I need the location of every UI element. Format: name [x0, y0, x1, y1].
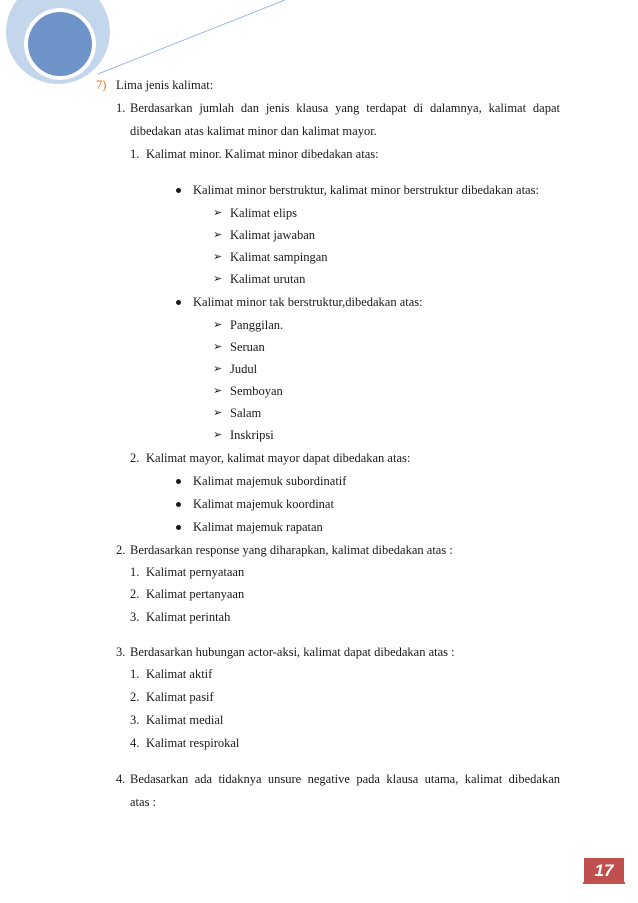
s1-number: 1. — [116, 101, 126, 115]
list-item: Kalimat majemuk rapatan — [193, 520, 323, 534]
s1-sub2-number: 2. — [130, 451, 140, 465]
list-item: Kalimat urutan — [230, 272, 306, 286]
list-item: Kalimat pasif — [146, 690, 214, 704]
arrow-bullet-icon: ➢ — [213, 250, 223, 263]
list-item: Kalimat majemuk subordinatif — [193, 474, 347, 488]
list-item: Seruan — [230, 340, 265, 354]
corner-decoration — [0, 0, 300, 110]
list-item: Kalimat jawaban — [230, 228, 316, 242]
list-item: Semboyan — [230, 384, 283, 398]
list-item: Kalimat sampingan — [230, 250, 328, 264]
bullet — [176, 525, 181, 530]
arrow-bullet-icon: ➢ — [213, 206, 223, 219]
arrow-bullet-icon: ➢ — [213, 272, 223, 285]
s4-number: 4. — [116, 772, 126, 786]
bullet — [176, 502, 181, 507]
arrow-bullet-icon: ➢ — [213, 318, 223, 331]
s1-sub2-text: Kalimat mayor, kalimat mayor dapat dibedakan atas: — [146, 451, 411, 465]
bullet — [176, 188, 181, 193]
list-item-number: 1. — [130, 565, 140, 579]
list-item-number: 4. — [130, 736, 140, 750]
inner-circle — [28, 12, 92, 76]
page-number-underline — [583, 882, 625, 884]
arrow-bullet-icon: ➢ — [213, 340, 223, 353]
s3-text: Berdasarkan hubungan actor-aksi, kalimat dapat dibedakan atas : — [130, 645, 455, 659]
list-item: Kalimat aktif — [146, 667, 213, 681]
s1-sub1-text: Kalimat minor. Kalimat minor dibedakan atas: — [146, 147, 379, 161]
list-item-number: 3. — [130, 713, 140, 727]
list-item: Kalimat elips — [230, 206, 297, 220]
s3-number: 3. — [116, 645, 126, 659]
list-item: Panggilan. — [230, 318, 284, 332]
list-item-number: 3. — [130, 610, 140, 624]
list-item: Judul — [230, 362, 258, 376]
list-item: Kalimat perintah — [146, 610, 231, 624]
list-item: Kalimat pertanyaan — [146, 587, 245, 601]
arrow-bullet-icon: ➢ — [213, 228, 223, 241]
list-item: Kalimat majemuk koordinat — [193, 497, 334, 511]
s4-line1: Bedasarkan ada tidaknya unsure negative pada klausa utama, kalimat dibedakan — [130, 772, 560, 786]
s1-sub1-b2-text: Kalimat minor tak berstruktur,dibedakan atas: — [193, 295, 423, 309]
s4-line2: atas : — [130, 795, 157, 809]
list-item-number: 2. — [130, 587, 140, 601]
heading-text: Lima jenis kalimat: — [116, 78, 214, 92]
list-item-number: 1. — [130, 667, 140, 681]
s2-text: Berdasarkan response yang diharapkan, kalimat dibedakan atas : — [130, 543, 453, 557]
bullet — [176, 300, 181, 305]
s2-number: 2. — [116, 543, 126, 557]
arrow-bullet-icon: ➢ — [213, 384, 223, 397]
list-item: Inskripsi — [230, 428, 274, 442]
bullet — [176, 479, 181, 484]
page-number: 17 — [584, 858, 624, 883]
list-item-number: 2. — [130, 690, 140, 704]
arrow-bullet-icon: ➢ — [213, 428, 223, 441]
diagonal-line — [98, 0, 285, 74]
arrow-bullet-icon: ➢ — [213, 362, 223, 375]
list-item: Salam — [230, 406, 262, 420]
list-item: Kalimat medial — [146, 713, 224, 727]
s1-line2: dibedakan atas kalimat minor dan kalimat mayor. — [130, 124, 377, 138]
arrow-bullet-icon: ➢ — [213, 406, 223, 419]
s1-sub1-number: 1. — [130, 147, 140, 161]
s1-sub1-b1-text: Kalimat minor berstruktur, kalimat minor berstruktur dibedakan atas: — [193, 183, 539, 197]
list-item: Kalimat respirokal — [146, 736, 240, 750]
heading-marker: 7) — [96, 78, 107, 92]
list-item: Kalimat pernyataan — [146, 565, 245, 579]
s1-line1: Berdasarkan jumlah dan jenis klausa yang terdapat di dalamnya, kalimat dapat — [130, 101, 560, 115]
